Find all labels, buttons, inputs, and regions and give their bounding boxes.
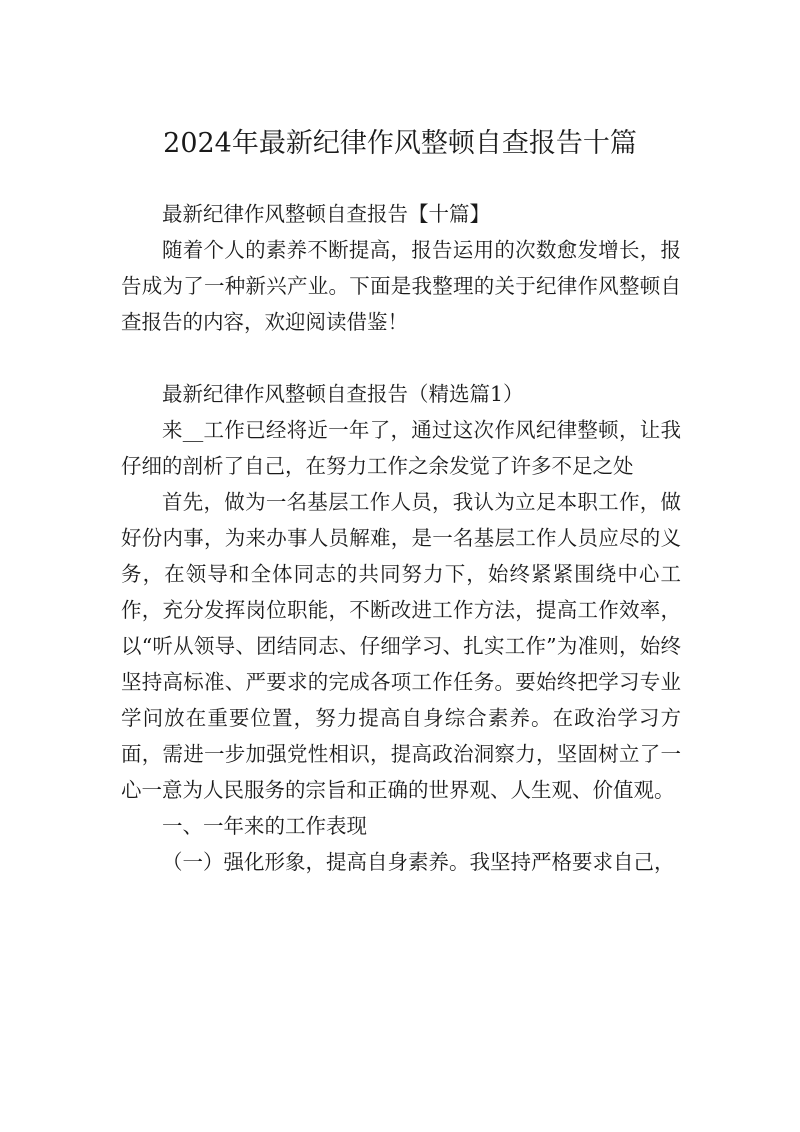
document-body [121, 196, 681, 880]
paragraph-opening: 来__工作已经将近一年了，通过这次作风纪律整顿，让我仔细的剖析了自己，在努力工作之余发觉了许多不足之处 [121, 418, 681, 478]
document-title: 2024年最新纪律作风整顿自查报告十篇 [163, 128, 637, 159]
paragraph-subheading: （一）强化形象，提高自身素养。我坚持严格要求自己， [162, 850, 675, 874]
paragraph-intro: 随着个人的素养不断提高，报告运用的次数愈发增长，报告成为了一种新兴产业。下面是我整理的关于纪律作风整顿自查报告的内容，欢迎阅读借鉴！ [121, 238, 681, 334]
paragraph-subtitle: 最新纪律作风整顿自查报告【十篇】 [162, 202, 490, 226]
paragraph-main: 首先，做为一名基层工作人员，我认为立足本职工作，做好份内事，为来办事人员解难，是一名基层工作人员应尽的义务，在领导和全体同志的共同努力下，始终紧紧围绕中心工作，充分发挥岗位职能，不断改进工作方法，提高工作效率，以“听从领导、团结同志、仔细学习、扎实工作”为准则，始终坚持高标准、严要求的完成各项工作任务。要始终把学习专业学问放在重要位置，努力提高自身综合素养。在政治学习方面，需进一步加强党性相识，提高政治洞察力，坚固树立了一心一意为人民服务的宗旨和正确的世界观、人生观、价值观。 [121, 490, 681, 802]
paragraph-heading-one: 一、一年来的工作表现 [162, 814, 367, 838]
paragraph-section-heading: 最新纪律作风整顿自查报告（精选篇1） [162, 382, 524, 406]
